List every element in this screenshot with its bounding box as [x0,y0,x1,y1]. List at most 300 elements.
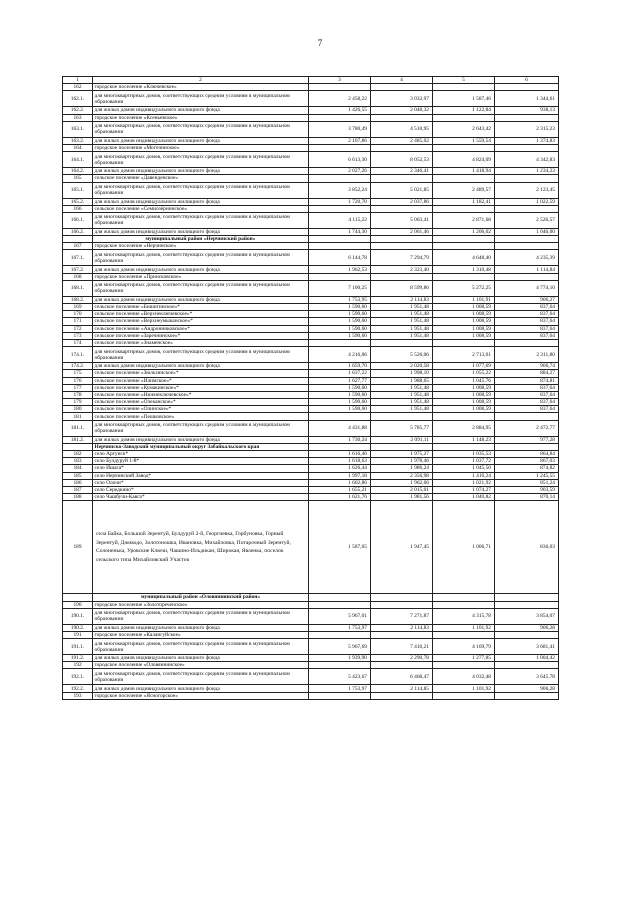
tariff-table [62,76,559,700]
value-cell-col3: 1 753,95 [309,296,371,303]
table-row [63,266,559,273]
value-cell-col4: 1 998,10 [371,370,433,377]
value-cell-col4: 2 020,58 [371,363,433,370]
value-cell-col6: 4 774,10 [495,280,559,296]
row-number: 190.2. [63,624,93,631]
value-cell-col3: 4 431,88 [309,420,371,436]
value-cell-col6 [495,631,559,638]
value-cell-col5: 1 148,23 [433,436,495,443]
value-cell-col4: 2 485,02 [371,137,433,144]
value-cell-col4: 2 346,41 [371,168,433,175]
value-cell-col6: 2 311,80 [495,347,559,363]
value-cell-col4: 5 526,06 [371,347,433,363]
table-row [63,280,559,296]
value-cell-col4: 1 951,48 [371,391,433,398]
row-name: для жилых домов индивидуального жилищного фонда [93,655,309,662]
value-cell-col6: 1 234,23 [495,168,559,175]
table-row [63,228,559,235]
row-number: 173 [63,332,93,339]
table-row [63,205,559,212]
value-cell-col5: 1 587,46 [433,91,495,107]
value-cell-col5 [433,175,495,182]
value-cell-col6: 870,14 [495,494,559,501]
row-name: село Ишага* [93,465,309,472]
header-cell-2: 2 [93,77,309,84]
value-cell-col6: 4 342,83 [495,152,559,168]
table-row [63,601,559,608]
row-number: 183 [63,458,93,465]
value-cell-col5 [433,114,495,121]
row-name: село Олочи* [93,479,309,486]
value-cell-col4: 2 114,83 [371,624,433,631]
header-cell-5: 5 [433,77,495,84]
row-name: для жилых домов индивидуального жилищного фонда [93,685,309,692]
value-cell-col6: 1 022,59 [495,198,559,205]
value-cell-col6: 837,64 [495,332,559,339]
row-name: сельское поселение «Олинское»* [93,406,309,413]
row-name: сельское поселение «Заречнинское»* [93,332,309,339]
row-number: 166.1. [63,212,93,228]
table-row [63,243,559,250]
row-number: 186 [63,479,93,486]
value-cell-col6: 906,28 [495,624,559,631]
table-row [63,175,559,182]
section-row [63,594,559,601]
value-cell-col3: 1 753,97 [309,685,371,692]
value-cell-col3 [309,601,371,608]
value-cell-col4: 3 032,97 [371,91,433,107]
value-cell-col6: 837,64 [495,325,559,332]
table-row [63,662,559,669]
row-number: 170 [63,311,93,318]
table-row [63,296,559,303]
section-row [63,443,559,450]
row-name: для многоквартирных домов, соответствующих средним условиям в муниципальном образовании [93,669,309,685]
row-number: 164 [63,144,93,151]
row-number: 192.1. [63,669,93,685]
row-name: для жилых домов индивидуального жилищного фонда [93,168,309,175]
value-cell-col4 [371,631,433,638]
value-cell-col5: 1 310,48 [433,266,495,273]
value-cell-col4: 1 986,24 [371,465,433,472]
row-number: 169 [63,304,93,311]
row-number: 191.2. [63,655,93,662]
row-name: сельское поселение «Верхнеключевское»* [93,311,309,318]
value-cell-col5: 1 182,41 [433,198,495,205]
row-number: 177 [63,384,93,391]
value-cell-col5: 1 006,71 [433,501,495,594]
row-number: 165 [63,175,93,182]
table-row [63,121,559,137]
value-cell-col3: 1 744,30 [309,228,371,235]
row-name: городское поселение «Нерчинское» [93,243,309,250]
row-number: 180 [63,406,93,413]
table-row [63,624,559,631]
value-cell-col6 [495,175,559,182]
row-number: 174 [63,339,93,346]
value-cell-col5: 1 008,59 [433,318,495,325]
value-cell-col4 [371,443,433,450]
row-number: 190.1. [63,608,93,624]
row-name: для многоквартирных домов, соответствующих средним условиям в муниципальном образовании [93,182,309,198]
value-cell-col4: 1 981,56 [371,494,433,501]
row-number: 192 [63,662,93,669]
table-row [63,84,559,91]
value-cell-col6: 1 344,61 [495,91,559,107]
value-cell-col5: 1 008,59 [433,311,495,318]
row-number [63,236,93,243]
header-cell-3: 3 [309,77,371,84]
value-cell-col3: 1 426,55 [309,107,371,114]
row-number: 168 [63,273,93,280]
row-number: 193 [63,692,93,699]
value-cell-col3: 1 590,60 [309,399,371,406]
row-number: 191.1. [63,639,93,655]
value-cell-col3: 1 939,90 [309,655,371,662]
value-cell-col6 [495,84,559,91]
row-name: сельское поселение «Пешковское» [93,413,309,420]
value-cell-col5: 1 035,53 [433,451,495,458]
table-row [63,114,559,121]
row-number: 168.1. [63,280,93,296]
value-cell-col5: 4 169,79 [433,639,495,655]
row-name: городское поселение «Ясногорское» [93,692,309,699]
value-cell-col5: 1 008,59 [433,332,495,339]
row-name: для жилых домов индивидуального жилищного фонда [93,296,309,303]
value-cell-col6: 874,82 [495,465,559,472]
row-number: 171 [63,318,93,325]
value-cell-col6: 1 374,83 [495,137,559,144]
table-row [63,692,559,699]
row-name: сельское поселение «Семиозёрнинское» [93,205,309,212]
row-name: для многоквартирных домов, соответствующих средним условиям в муниципальном образовании [93,420,309,436]
value-cell-col6 [495,662,559,669]
value-cell-col5: 1 008,59 [433,406,495,413]
value-cell-col5: 1 008,59 [433,399,495,406]
value-cell-col3: 1 590,60 [309,391,371,398]
value-cell-col5: 5 272,25 [433,280,495,296]
value-cell-col5: 1 008,59 [433,325,495,332]
value-cell-col6: 837,64 [495,311,559,318]
value-cell-col5: 4 824,09 [433,152,495,168]
row-name: для жилых домов индивидуального жилищного фонда [93,107,309,114]
value-cell-col4: 2 037,86 [371,198,433,205]
value-cell-col5: 1 101,91 [433,296,495,303]
value-cell-col6: 1 245,55 [495,472,559,479]
value-cell-col5: 2 713,01 [433,347,495,363]
value-cell-col4: 2 015,01 [371,486,433,493]
row-number: 168.2. [63,296,93,303]
row-name: для жилых домов индивидуального жилищного фонда [93,228,309,235]
value-cell-col5: 1 416,24 [433,472,495,479]
value-cell-col6: 3 645,78 [495,669,559,685]
value-cell-col4: 1 947,45 [371,501,433,594]
value-cell-col5: 1 055,22 [433,370,495,377]
row-name: село Нерчинский Завод* [93,472,309,479]
row-name: муниципальный район «Нерчинский район» [93,236,309,243]
row-number: 192.2. [63,685,93,692]
row-number: 163 [63,114,93,121]
row-name: городское поселение «Золотореченское» [93,601,309,608]
value-cell-col4: 5 785,77 [371,420,433,436]
value-cell-col3 [309,692,371,699]
value-cell-col4: 2 323,40 [371,266,433,273]
value-cell-col4 [371,243,433,250]
value-cell-col3: 1 655,21 [309,486,371,493]
value-cell-col3 [309,144,371,151]
row-number: 189 [63,501,93,594]
row-number: 178 [63,391,93,398]
value-cell-col5 [433,144,495,151]
row-number: 181.2. [63,436,93,443]
row-name: для жилых домов индивидуального жилищного фонда [93,624,309,631]
value-cell-col6: 906,27 [495,296,559,303]
table-row [63,639,559,655]
value-cell-col3: 1 618,63 [309,458,371,465]
value-cell-col5 [433,662,495,669]
value-cell-col6: 837,64 [495,399,559,406]
value-cell-col5 [433,692,495,699]
value-cell-col6 [495,443,559,450]
value-cell-col6 [495,273,559,280]
value-cell-col4: 6 468,47 [371,669,433,685]
value-cell-col6: 867,03 [495,458,559,465]
value-cell-col4 [371,273,433,280]
value-cell-col4: 1 975,27 [371,451,433,458]
table-row [63,406,559,413]
table-row [63,198,559,205]
value-cell-col4 [371,339,433,346]
value-cell-col3 [309,236,371,243]
row-name: для жилых домов индивидуального жилищного фонда [93,198,309,205]
row-number: 165.1. [63,182,93,198]
row-number: 163.2. [63,137,93,144]
value-cell-col4: 1 951,48 [371,406,433,413]
value-cell-col3 [309,243,371,250]
value-cell-col4 [371,114,433,121]
table-row [63,347,559,363]
row-number: 181.1. [63,420,93,436]
row-name: сельское поселение «Верхнеумыканское»* [93,318,309,325]
value-cell-col4 [371,692,433,699]
value-cell-col5 [433,205,495,212]
value-cell-col4 [371,601,433,608]
row-name: для многоквартирных домов, соответствующих средним условиям в муниципальном образовании [93,152,309,168]
row-name: для многоквартирных домов, соответствующих средним условиям в муниципальном образовании [93,250,309,266]
value-cell-col5: 1 277,85 [433,655,495,662]
value-cell-col6: 837,64 [495,406,559,413]
table-row [63,168,559,175]
value-cell-col5 [433,601,495,608]
row-number: 191 [63,631,93,638]
value-cell-col4: 7 271,87 [371,608,433,624]
value-cell-col3: 1 659,70 [309,363,371,370]
value-cell-col3: 1 637,22 [309,370,371,377]
value-cell-col3: 1 616,46 [309,451,371,458]
value-cell-col4: 1 988,65 [371,377,433,384]
value-cell-col5 [433,413,495,420]
value-cell-col6: 2 472,77 [495,420,559,436]
value-cell-col3: 1 720,70 [309,198,371,205]
value-cell-col3: 1 626,44 [309,465,371,472]
value-cell-col5 [433,273,495,280]
value-cell-col6: 3 681,41 [495,639,559,655]
value-cell-col5 [433,443,495,450]
value-cell-col5: 4 648,40 [433,250,495,266]
value-cell-col6: 938,13 [495,107,559,114]
value-cell-col5: 4 315,78 [433,608,495,624]
table-row [63,137,559,144]
value-cell-col6: 837,64 [495,391,559,398]
row-number [63,594,93,601]
value-cell-col4: 5 021,85 [371,182,433,198]
value-cell-col6: 874,81 [495,377,559,384]
value-cell-col3: 1 590,60 [309,318,371,325]
row-name: для жилых домов индивидуального жилищного фонда [93,436,309,443]
table-row [63,318,559,325]
value-cell-col5: 2 643,42 [433,121,495,137]
row-number: 190 [63,601,93,608]
table-row [63,436,559,443]
row-name: сельское поселение «Нижнеключевское»* [93,391,309,398]
value-cell-col5: 1 077,69 [433,363,495,370]
value-cell-col3: 2 458,22 [309,91,371,107]
value-cell-col6: 1 004,42 [495,655,559,662]
value-cell-col4: 1 951,48 [371,332,433,339]
value-cell-col3 [309,175,371,182]
value-cell-col6: 836,03 [495,501,559,594]
row-name: городское поселение «Оловяннинское» [93,662,309,669]
table-row [63,384,559,391]
value-cell-col5: 2 489,57 [433,182,495,198]
row-number: 164.1. [63,152,93,168]
table-row [63,465,559,472]
value-cell-col3: 1 627,77 [309,377,371,384]
row-name: городское поселение «Могочинское» [93,144,309,151]
value-cell-col3: 3 780,49 [309,121,371,137]
value-cell-col5 [433,236,495,243]
value-cell-col6: 837,64 [495,318,559,325]
row-number: 162.2. [63,107,93,114]
value-cell-col6 [495,243,559,250]
value-cell-col5: 1 037,72 [433,458,495,465]
row-number: 181 [63,413,93,420]
value-cell-col3 [309,273,371,280]
value-cell-col4: 2 290,78 [371,655,433,662]
value-cell-col6: 2 526,57 [495,212,559,228]
table-row [63,107,559,114]
row-name: городское поселение «Ключевское» [93,84,309,91]
value-cell-col6: 4 235,39 [495,250,559,266]
row-number: 172 [63,325,93,332]
value-cell-col5: 1 559,54 [433,137,495,144]
table-row [63,391,559,398]
header-cell-4: 4 [371,77,433,84]
value-cell-col4 [371,175,433,182]
row-name: для многоквартирных домов, соответствующих средним условиям в муниципальном образовании [93,280,309,296]
table-row [63,304,559,311]
value-cell-col5: 1 045,50 [433,465,495,472]
value-cell-col6: 903,59 [495,486,559,493]
value-cell-col3 [309,594,371,601]
table-body [63,77,559,700]
value-cell-col4: 1 951,48 [371,304,433,311]
row-number: 162 [63,84,93,91]
row-name: для многоквартирных домов, соответствующих средним условиям в муниципальном образовании [93,91,309,107]
value-cell-col4: 8 599,86 [371,280,433,296]
value-cell-col6: 1 046,00 [495,228,559,235]
row-number: 179 [63,399,93,406]
table-row [63,669,559,685]
value-cell-col3: 1 962,53 [309,266,371,273]
value-cell-col5: 1 008,59 [433,384,495,391]
value-cell-col4: 2 356,98 [371,472,433,479]
value-cell-col4: 1 951,48 [371,318,433,325]
value-cell-col6: 906,28 [495,685,559,692]
value-cell-col4: 1 951,48 [371,399,433,406]
value-cell-col3: 7 100,25 [309,280,371,296]
row-number: 166.2. [63,228,93,235]
value-cell-col5: 1 040,82 [433,494,495,501]
value-cell-col6: 906,74 [495,363,559,370]
value-cell-col3 [309,631,371,638]
table-row [63,479,559,486]
row-name: сельское поселение «Давенденское» [93,175,309,182]
value-cell-col3: 1 602,86 [309,479,371,486]
value-cell-col6 [495,594,559,601]
row-name: для многоквартирных домов, соответствующих средним условиям в муниципальном образовании [93,639,309,655]
row-number: 167.2. [63,266,93,273]
row-name: для многоквартирных домов, соответствующих средним условиям в муниципальном образовании [93,347,309,363]
row-name: сельское поселение «Олеканское»* [93,399,309,406]
value-cell-col3 [309,84,371,91]
value-cell-col4: 1 978,46 [371,458,433,465]
row-name: городское поселение «Приисковское» [93,273,309,280]
table-row [63,655,559,662]
table-row [63,332,559,339]
value-cell-col3: 1 587,65 [309,501,371,594]
row-number: 185 [63,472,93,479]
row-name: городское поселение «Калангуйское» [93,631,309,638]
table-row [63,685,559,692]
value-cell-col4 [371,594,433,601]
value-cell-col5: 2 871,68 [433,212,495,228]
value-cell-col5: 1 045,76 [433,377,495,384]
row-number: 167.1. [63,250,93,266]
table-row [63,420,559,436]
row-number: 184 [63,465,93,472]
value-cell-col6: 884,27 [495,370,559,377]
value-cell-col4: 1 962,66 [371,479,433,486]
value-cell-col3: 1 997,18 [309,472,371,479]
row-number: 175 [63,370,93,377]
row-number: 166 [63,205,93,212]
row-name: сельское поселение «Кумакинское»* [93,384,309,391]
row-name: сельское поселение «Знаменское» [93,339,309,346]
value-cell-col3: 1 753,97 [309,624,371,631]
value-cell-col3: 4 216,06 [309,347,371,363]
value-cell-col6 [495,339,559,346]
value-cell-col5 [433,84,495,91]
value-cell-col5 [433,339,495,346]
value-cell-col5: 1 008,59 [433,304,495,311]
table-row [63,325,559,332]
table-row [63,311,559,318]
value-cell-col3: 1 590,60 [309,325,371,332]
row-number: 167 [63,243,93,250]
value-cell-col6: 3 854,07 [495,608,559,624]
value-cell-col5: 1 021,92 [433,479,495,486]
